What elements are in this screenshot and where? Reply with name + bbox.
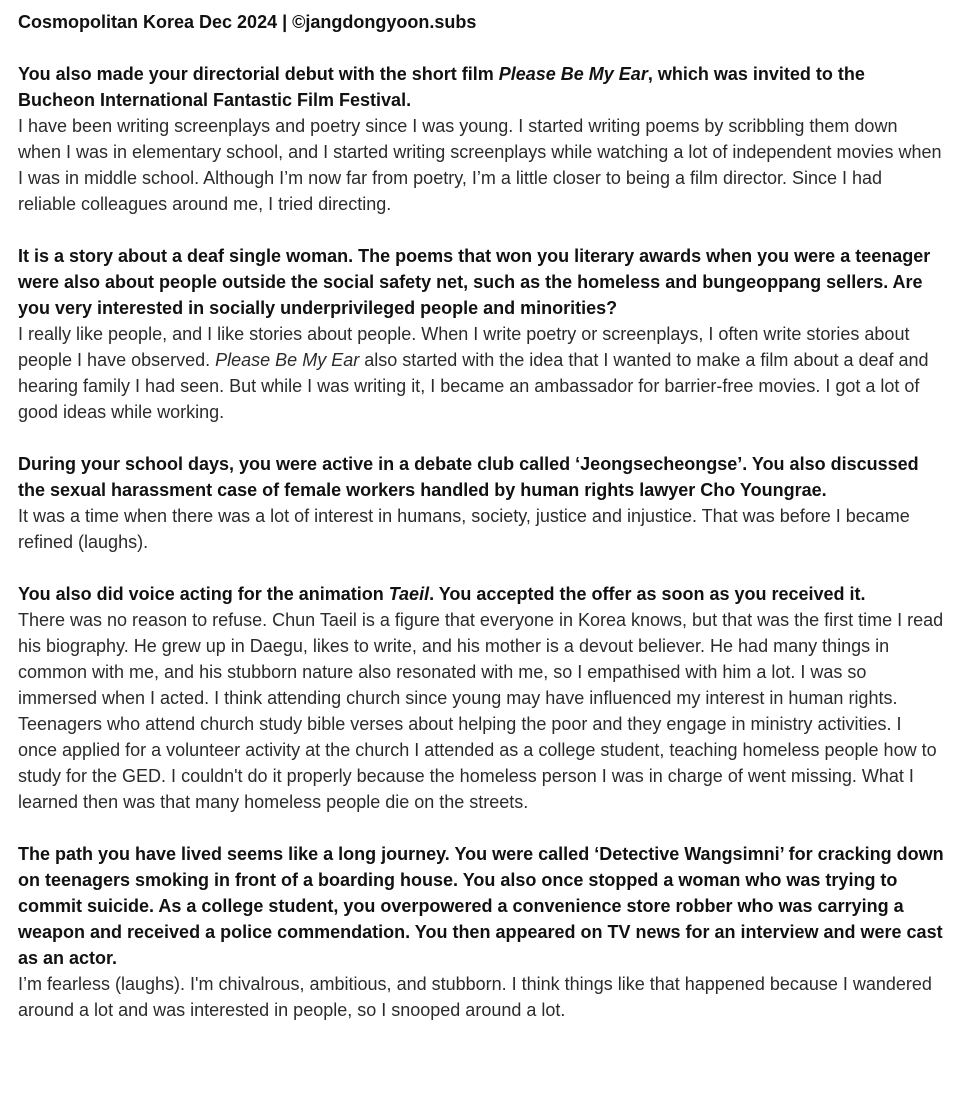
answer-text: It was a time when there was a lot of interest in humans, society, justice and injustice. That was before I became refined (laughs). xyxy=(18,506,910,552)
answer-4 xyxy=(18,607,945,815)
answer-text: There was no reason to refuse. Chun Taeil is a figure that everyone in Korea knows, but that was the first time I read his biography. He grew up in Daegu, likes to write, and his mother is a devout believer. He had many things in common with me, and his stubborn nature also resonated with me, so I empathised with him a lot. I was so immersed when I acted. I think attending church since young may have influenced my interest in human rights. Teenagers who attend church study bible verses about helping the poor and they engage in ministry activities. I once applied for a volunteer activity at the church I attended as a college student, teaching homeless people how to study for the GED. I couldn't do it properly because the homeless person I was in charge of went missing. What I learned then was that many homeless people die on the streets. xyxy=(18,610,944,812)
answer-5 xyxy=(18,971,945,1023)
qa-block-3 xyxy=(18,451,945,555)
question-3 xyxy=(18,451,945,503)
answer-text: I’m fearless (laughs). I'm chivalrous, ambitious, and stubborn. I think things like that happened because I wandered around a lot and was interested in people, so I snooped around a lot. xyxy=(18,974,932,1020)
question-text: During your school days, you were active in a debate club called ‘Jeongsecheongse’. You also discussed the sexual harassment case of female workers handled by human rights lawyer Cho Youngrae. xyxy=(18,454,919,500)
question-text: . You accepted the offer as soon as you received it. xyxy=(429,584,866,604)
question-text: You also did voice acting for the animation xyxy=(18,584,389,604)
question-2 xyxy=(18,243,945,321)
question-4 xyxy=(18,581,945,607)
answer-1 xyxy=(18,113,945,217)
answer-text: also started with the idea that I wanted to make a film about a deaf and hearing family I had seen. But while I was writing it, I became an ambassador for barrier-free movies. I got a lot of good ideas while working. xyxy=(18,350,929,422)
film-title: Please Be My Ear xyxy=(498,64,648,84)
question-1 xyxy=(18,61,945,113)
film-title: Please Be My Ear xyxy=(215,350,360,370)
question-5 xyxy=(18,841,945,971)
answer-3 xyxy=(18,503,945,555)
answer-2 xyxy=(18,321,945,425)
animation-title: Taeil xyxy=(388,584,430,604)
qa-block-4 xyxy=(18,581,945,815)
qa-block-5 xyxy=(18,841,945,1023)
document-header: Cosmopolitan Korea Dec 2024 | ©jangdongyoon.subs xyxy=(18,12,477,32)
qa-block-2 xyxy=(18,243,945,425)
qa-block-1 xyxy=(18,61,945,217)
question-text: , which was invited to the Bucheon International Fantastic Film Festival. xyxy=(18,64,865,110)
question-text: You also made your directorial debut with the short film xyxy=(18,64,499,84)
answer-text: I have been writing screenplays and poetry since I was young. I started writing poems by scribbling them down when I was in elementary school, and I started writing screenplays while watching a lot of independent movies when I was in middle school. Although I’m now far from poetry, I’m a little closer to being a film director. Since I had reliable colleagues around me, I tried directing. xyxy=(18,116,942,214)
question-text: It is a story about a deaf single woman. The poems that won you literary awards when you were a teenager were also about people outside the social safety net, such as the homeless and bungeoppang sellers. Are you very interested in socially underprivileged people and minorities? xyxy=(18,246,931,318)
question-text: The path you have lived seems like a long journey. You were called ‘Detective Wangsimni’ for cracking down on teenagers smoking in front of a boarding house. You also once stopped a woman who was trying to commit suicide. As a college student, you overpowered a convenience store robber who was carrying a weapon and received a police commendation. You then appeared on TV news for an interview and were cast as an actor. xyxy=(18,844,944,968)
answer-text: I really like people, and I like stories about people. When I write poetry or screenplays, I often write stories about people I have observed. xyxy=(18,324,910,370)
